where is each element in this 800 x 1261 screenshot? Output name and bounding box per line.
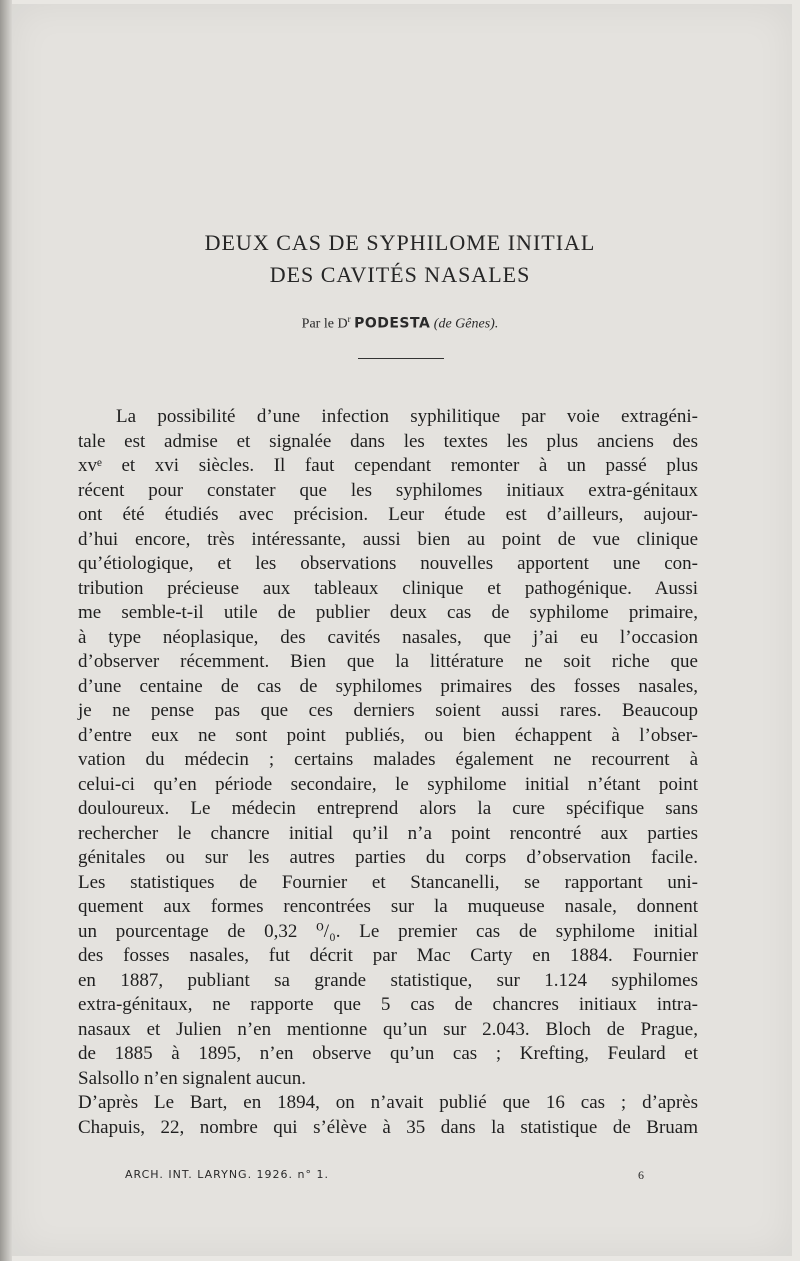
text-line: qu’étiologique, et les observations nouvelles apportent une con- [78,553,698,574]
byline [0,314,800,333]
text-line: me semble-t-il utile de publier deux cas de syphilome primaire, [78,602,698,623]
byline-dr-superscript: r [347,314,351,324]
text-line: ont été étudiés avec précision. Leur étude est d’ailleurs, aujour- [78,504,698,525]
text-line: xvᵉ et xvi siècles. Il faut cependant remonter à un passé plus [78,455,698,476]
text-line: nasaux et Julien n’en mentionne qu’un sur 2.043. Bloch de Prague, [78,1018,698,1040]
text-line: Chapuis, 22, nombre qui s’élève à 35 dans la statistique de Bruam [78,1116,698,1138]
text-line: génitales ou sur les autres parties du corps d’observation facile. [78,847,698,868]
article-title-line-2: DES CAVITÉS NASALES [269,262,531,287]
journal-citation: ARCH. INT. LARYNG. 1926. n° 1. [125,1168,330,1181]
text-line: Salsollo n’en signalent aucun. [78,1067,306,1089]
text-line: de 1885 à 1895, n’en observe qu’un cas ; Krefting, Feulard et [78,1043,698,1064]
text-line: La possibilité d’une infection syphilitique par voie extragéni- [116,406,698,427]
text-line: d’hui encore, très intéressante, aussi bien au point de vue clinique [78,528,698,550]
article-title-line-1: DEUX CAS DE SYPHILOME INITIAL [204,230,596,255]
text-line: en 1887, publiant sa grande statistique, sur 1.124 syphilomes [78,969,698,991]
text-line: récent pour constater que les syphilomes initiaux extra-génitaux [78,479,698,501]
text-line: extra-génitaux, ne rapporte que 5 cas de chancres initiaux intra- [78,994,698,1015]
page-footer [125,1168,645,1183]
byline-prefix: Par le D [301,316,348,332]
author-city: (de Gênes). [433,316,499,332]
text-line: d’une centaine de cas de syphilomes primaires des fosses nasales, [78,675,698,697]
text-line: Les statistiques de Fournier et Stancanelli, se rapportant uni- [78,871,698,893]
text-line: D’après Le Bart, en 1894, on n’avait publié que 16 cas ; d’après [78,1092,698,1113]
text-line: d’observer récemment. Bien que la littérature ne soit riche que [78,651,698,672]
text-line: des fosses nasales, fut décrit par Mac Carty en 1884. Fournier [78,945,698,966]
text-line: je ne pense pas que ces derniers soient aussi rares. Beaucoup [78,700,698,721]
page-edge-shadow [0,0,12,1261]
title-divider [358,358,444,359]
text-line: tale est admise et signalée dans les textes les plus anciens des [78,430,698,452]
text-line: vation du médecin ; certains malades également ne recourrent à [78,749,698,770]
text-line: celui-ci qu’en période secondaire, le syphilome initial n’étant point [78,773,698,795]
text-line: un pourcentage de 0,32 ⁰/₀. Le premier cas de syphilome initial [78,920,698,942]
text-line: rechercher le chancre initial qu’il n’a point rencontré aux parties [78,822,698,844]
article-body [78,405,698,1140]
text-line: douloureux. Le médecin entreprend alors la cure spécifique sans [78,798,698,819]
author-name: PODESTA [354,315,431,332]
text-line: à type néoplasique, des cavités nasales, que j’ai eu l’occasion [78,626,698,648]
text-line: d’entre eux ne sont point publiés, ou bien échappent à l’obser- [78,724,698,746]
text-line: tribution précieuse aux tableaux clinique et pathogénique. Aussi [78,577,698,599]
page-number: 6 [638,1168,645,1182]
text-line: quement aux formes rencontrées sur la muqueuse nasale, donnent [78,896,698,917]
